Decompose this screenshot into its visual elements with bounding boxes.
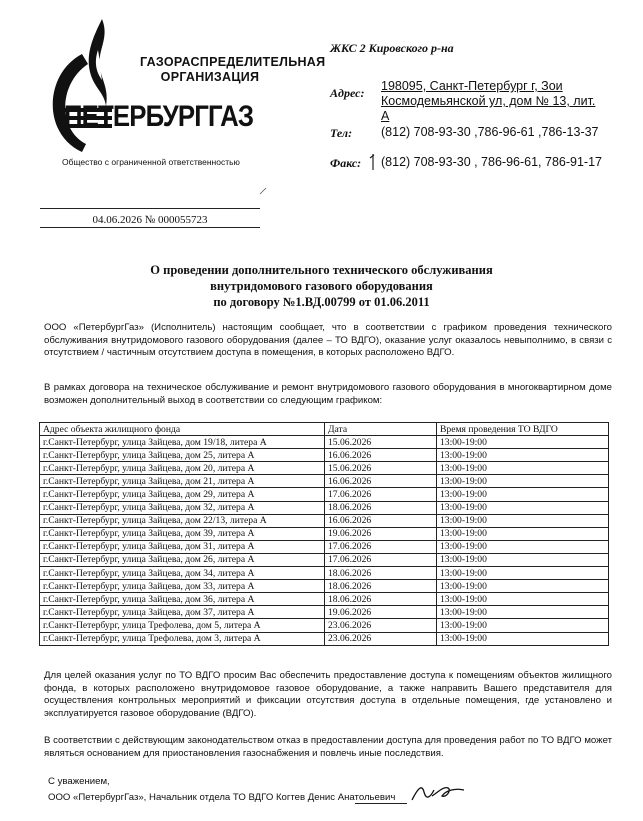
table-cell: 17.06.2026 xyxy=(325,540,437,553)
table-cell: 17.06.2026 xyxy=(325,488,437,501)
tel-value: (812) 708-93-30 ,786-96-61 ,786-13-37 xyxy=(381,125,599,139)
table-cell: 18.06.2026 xyxy=(325,580,437,593)
table-cell: 13:00-19:00 xyxy=(437,567,609,580)
table-cell: 13:00-19:00 xyxy=(437,593,609,606)
table-row xyxy=(40,606,609,619)
table-row xyxy=(40,449,609,462)
address-line: А xyxy=(381,109,390,123)
table-cell: г.Санкт-Петербург, улица Трефолева, дом 5, литера А xyxy=(40,619,325,632)
table-cell: 15.06.2026 xyxy=(325,436,437,449)
table-row xyxy=(40,540,609,553)
table-row xyxy=(40,501,609,514)
table-cell: 13:00-19:00 xyxy=(437,606,609,619)
table-row xyxy=(40,567,609,580)
address-line: Космодемьянской ул, дом № 13, лит. xyxy=(381,94,596,108)
table-cell: г.Санкт-Петербург, улица Зайцева, дом 22/13, литера А xyxy=(40,514,325,527)
table-cell: г.Санкт-Петербург, улица Зайцева, дом 21, литера А xyxy=(40,475,325,488)
table-cell: 13:00-19:00 xyxy=(437,488,609,501)
table-header-cell: Адрес объекта жилищного фонда xyxy=(40,423,325,436)
table-cell: г.Санкт-Петербург, улица Зайцева, дом 37, литера А xyxy=(40,606,325,619)
logo-org-line2: ОРГАНИЗАЦИЯ xyxy=(160,70,260,84)
subject-line2: внутридомового газового оборудования xyxy=(210,279,433,293)
table-cell: 13:00-19:00 xyxy=(437,527,609,540)
table-cell: г.Санкт-Петербург, улица Зайцева, дом 26, литера А xyxy=(40,553,325,566)
address-value xyxy=(381,79,621,124)
table-cell: г.Санкт-Петербург, улица Зайцева, дом 19/18, литера А xyxy=(40,436,325,449)
table-cell: 16.06.2026 xyxy=(325,449,437,462)
table-row xyxy=(40,462,609,475)
table-row xyxy=(40,475,609,488)
table-row xyxy=(40,514,609,527)
table-cell: г.Санкт-Петербург, улица Зайцева, дом 29, литера А xyxy=(40,488,325,501)
table-row xyxy=(40,436,609,449)
table-header-cell: Время проведения ТО ВДГО xyxy=(437,423,609,436)
table-cell: 13:00-19:00 xyxy=(437,436,609,449)
table-cell: 23.06.2026 xyxy=(325,619,437,632)
doc-number-date: 04.06.2026 № 000055723 xyxy=(40,214,260,228)
table-header-row xyxy=(40,423,609,436)
fax-label: Факс: xyxy=(330,156,362,170)
fax-value: (812) 708-93-30 , 786-96-61, 786-91-17 xyxy=(381,155,602,169)
logo-org-line1: ГАЗОРАСПРЕДЕЛИТЕЛЬНАЯ xyxy=(140,55,326,69)
table-cell: 13:00-19:00 xyxy=(437,462,609,475)
table-row xyxy=(40,580,609,593)
branch-name: ЖКС 2 Кировского р-на xyxy=(330,41,454,55)
table-cell: 13:00-19:00 xyxy=(437,475,609,488)
table-header-cell: Дата xyxy=(325,423,437,436)
handwritten-signature xyxy=(408,778,468,808)
table-cell: 19.06.2026 xyxy=(325,527,437,540)
table-cell: 18.06.2026 xyxy=(325,593,437,606)
logo-org-type xyxy=(140,55,326,85)
logo-subtitle: Общество с ограниченной ответственностью xyxy=(62,157,240,167)
table-cell: г.Санкт-Петербург, улица Зайцева, дом 31, литера А xyxy=(40,540,325,553)
table-cell: г.Санкт-Петербург, улица Зайцева, дом 32, литера А xyxy=(40,501,325,514)
table-cell: 17.06.2026 xyxy=(325,553,437,566)
doc-line-top xyxy=(40,208,260,209)
table-cell: 13:00-19:00 xyxy=(437,449,609,462)
table-cell: г.Санкт-Петербург, улица Зайцева, дом 33, литера А xyxy=(40,580,325,593)
table-cell: 23.06.2026 xyxy=(325,632,437,645)
legal-paragraph: В соответствии с действующим законодательством отказ в предоставлении доступа для проведения работ по ТО ВДГО может являться основанием для приостановления газоснабжения и повлечь иные последствия. xyxy=(44,735,612,759)
table-cell: 13:00-19:00 xyxy=(437,540,609,553)
subject-line1: О проведении дополнительного технического обслуживания xyxy=(150,263,493,277)
table-cell: 18.06.2026 xyxy=(325,567,437,580)
table-row xyxy=(40,593,609,606)
table-cell: г.Санкт-Петербург, улица Зайцева, дом 20, литера А xyxy=(40,462,325,475)
letter-subject xyxy=(0,262,643,310)
table-cell: 18.06.2026 xyxy=(325,501,437,514)
table-row xyxy=(40,619,609,632)
subject-line3: по договору №1.ВД.00799 от 01.06.2011 xyxy=(213,295,430,309)
signer-line: ООО «ПетербургГаз», Начальник отдела ТО ВДГО Когтев Денис Анатольевич xyxy=(48,792,396,803)
table-cell: 13:00-19:00 xyxy=(437,501,609,514)
table-cell: 13:00-19:00 xyxy=(437,619,609,632)
table-cell: г.Санкт-Петербург, улица Зайцева, дом 25, литера А xyxy=(40,449,325,462)
table-cell: г.Санкт-Петербург, улица Зайцева, дом 36, литера А xyxy=(40,593,325,606)
schedule-intro-paragraph: В рамках договора на техническое обслуживание и ремонт внутридомового газового оборудования в многоквартирном доме возможен дополнительный выход в соответствии со следующим графиком: xyxy=(44,382,612,406)
table-cell: 16.06.2026 xyxy=(325,475,437,488)
table-cell: 13:00-19:00 xyxy=(437,553,609,566)
table-row xyxy=(40,632,609,645)
scan-mark xyxy=(258,186,268,196)
table-row xyxy=(40,553,609,566)
table-row xyxy=(40,527,609,540)
address-line: 198095, Санкт-Петербург г, Зои xyxy=(381,79,563,93)
table-cell: 16.06.2026 xyxy=(325,514,437,527)
handwritten-mark xyxy=(368,152,378,172)
signature-underline xyxy=(355,803,407,804)
table-cell: 13:00-19:00 xyxy=(437,580,609,593)
table-cell: 19.06.2026 xyxy=(325,606,437,619)
schedule-table xyxy=(39,422,609,646)
table-cell: г.Санкт-Петербург, улица Зайцева, дом 39, литера А xyxy=(40,527,325,540)
table-cell: 13:00-19:00 xyxy=(437,632,609,645)
logo-company-name: ПЕТЕРБУРГГАЗ xyxy=(64,100,254,133)
address-label: Адрес: xyxy=(330,86,365,100)
intro-paragraph: ООО «ПетербургГаз» (Исполнитель) настоящим сообщает, что в соответствии с графиком проведения технического обслуживания внутридомового газового оборудования (далее – ТО ВДГО), оказание услуг оказалось невыполнимо, в связи с отсутствием / частичным отсутствием доступа в помещения, в которых расположено ВДГО. xyxy=(44,322,612,358)
tel-label: Тел: xyxy=(330,126,353,140)
table-cell: г.Санкт-Петербург, улица Зайцева, дом 34, литера А xyxy=(40,567,325,580)
table-cell: 15.06.2026 xyxy=(325,462,437,475)
access-paragraph: Для целей оказания услуг по ТО ВДГО просим Вас обеспечить предоставление доступа к помещениям объектов жилищного фонда, в которых расположено внутридомовое газовое оборудование, а также направить Вашего представителя для осуществления контрольных мероприятий и фиксации отсутствия доступа в отдельные помещения, где установлено и эксплуатируется газовое оборудование (ВДГО). xyxy=(44,670,612,719)
closing-regards: С уважением, xyxy=(48,776,110,787)
table-cell: 13:00-19:00 xyxy=(437,514,609,527)
table-row xyxy=(40,488,609,501)
company-logo-graphic xyxy=(34,14,326,164)
table-cell: г.Санкт-Петербург, улица Трефолева, дом 3, литера А xyxy=(40,632,325,645)
